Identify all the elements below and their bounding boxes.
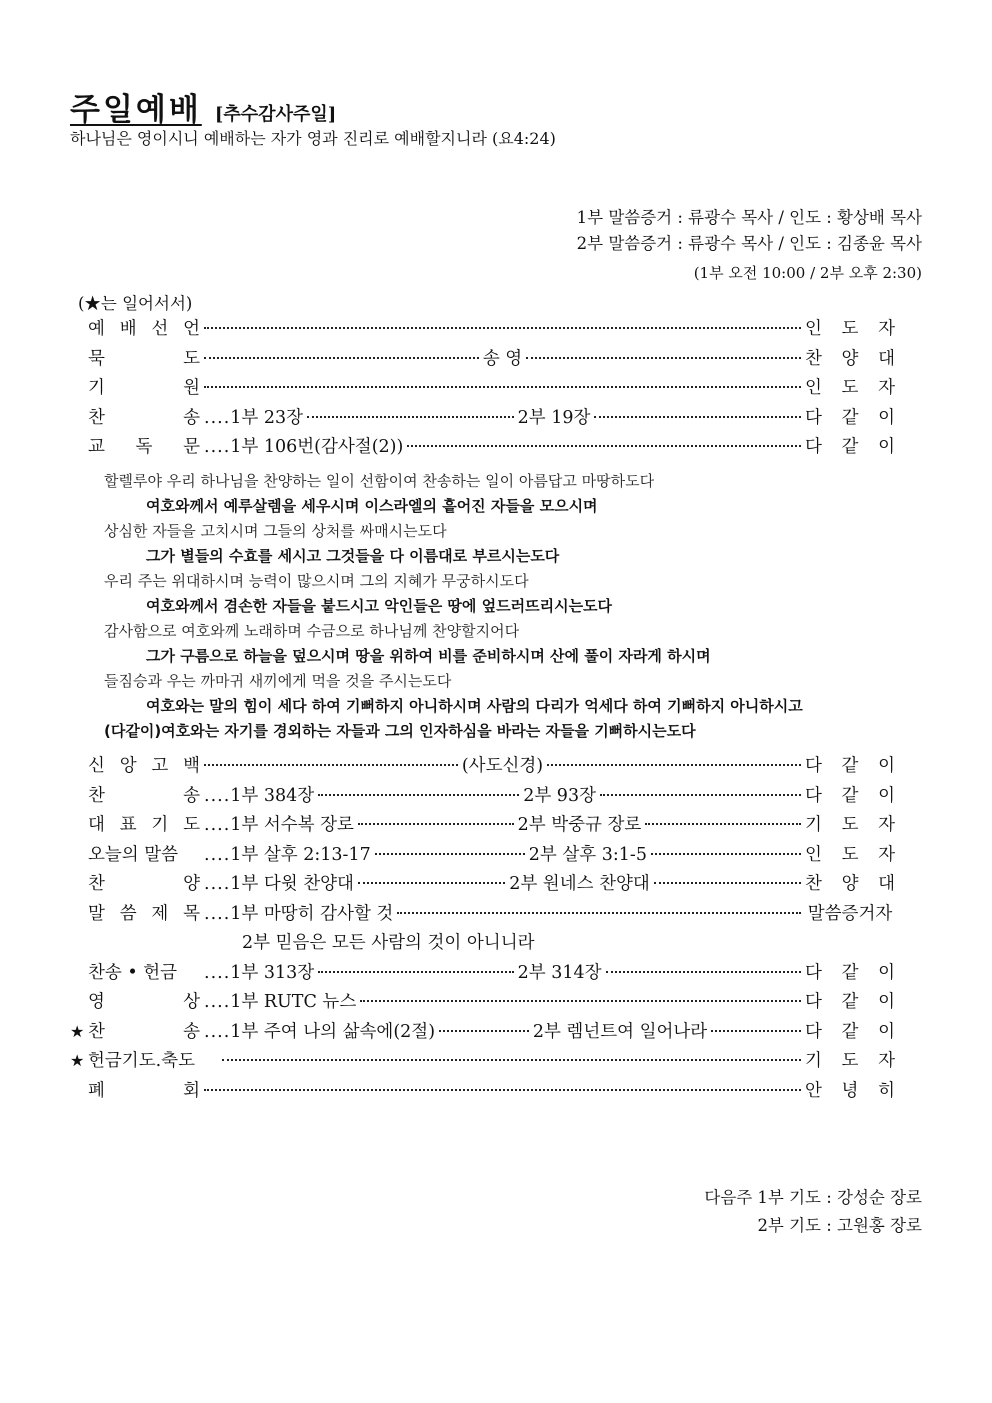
label-char: 기 <box>88 378 105 398</box>
order-item-label <box>88 1047 218 1072</box>
reading-line-leader: 들짐승과 우는 까마귀 새끼에게 먹을 것을 주시는도다 <box>104 672 452 690</box>
part-2-detail: 2부 렘넌트여 일어나라 <box>532 1021 708 1042</box>
responder-char: 도 <box>841 844 859 865</box>
order-item-label <box>88 870 200 895</box>
order-item-label <box>88 345 200 370</box>
leader-dots <box>204 327 801 329</box>
responder-char: 인 <box>805 319 822 339</box>
label-char: 오늘의 말씀 <box>88 844 179 865</box>
label-char: 제 <box>151 903 169 924</box>
standing-note: (★는 일어서서) <box>78 294 193 313</box>
part-1-detail: 1부 384장 <box>230 785 315 806</box>
responder-char: 같 <box>841 962 859 983</box>
standing-star-mark: ★ <box>70 1051 85 1070</box>
order-item <box>70 345 895 375</box>
order-item <box>70 782 895 812</box>
responder-char: 대 <box>878 874 896 894</box>
leader-dots <box>318 794 519 796</box>
responder-char: 다 <box>805 1021 822 1042</box>
order-item-label <box>88 1018 200 1043</box>
leader-dots-short: .... <box>204 407 231 428</box>
responder-char: 인 <box>805 844 822 865</box>
label-char: 양 <box>183 874 200 894</box>
order-item <box>70 988 895 1018</box>
responder-char: 인 <box>805 378 822 398</box>
leader-dots <box>594 416 801 418</box>
leader-dots-short: .... <box>204 1021 231 1042</box>
leader-dots <box>711 1030 801 1032</box>
order-item-label <box>88 1077 200 1102</box>
part-2-detail: 2부 19장 <box>517 407 591 428</box>
label-char: 찬 <box>88 785 105 806</box>
leader-dots <box>397 912 801 914</box>
reading-line-congregation: 여호와는 말의 힘이 세다 하여 기뻐하지 아니하시며 사람의 다리가 억세다 하여 기뻐하지 아니하시고 <box>146 697 803 715</box>
order-item-responder <box>805 404 895 429</box>
label-char: 기 <box>151 815 169 835</box>
leader-dots <box>439 1030 529 1032</box>
order-item-label <box>88 959 200 984</box>
part-1-detail: 1부 106번(감사절(2)) <box>230 437 404 457</box>
part-1-detail: 1부 마땅히 감사할 것 <box>230 903 394 924</box>
part-1-detail: 1부 RUTC 뉴스 <box>230 992 357 1012</box>
label-char: 송 <box>183 407 200 428</box>
label-char: 찬 <box>88 407 105 428</box>
leader-dots-short: .... <box>204 844 231 865</box>
leader-dots <box>318 971 513 973</box>
leader-dots <box>204 357 479 359</box>
label-char: 송 <box>183 785 200 806</box>
leader-dots <box>222 1059 801 1061</box>
label-char: 찬송 • 헌금 <box>88 962 178 983</box>
order-of-worship-part-1 <box>70 315 895 463</box>
responder-char: 같 <box>841 992 859 1012</box>
responder-char: 양 <box>841 874 859 894</box>
part-1-detail: 1부 23장 <box>230 407 304 428</box>
label-char: 교 <box>88 437 105 457</box>
responder-char: 같 <box>841 756 859 776</box>
part-1-detail: 1부 주여 나의 삶속에(2절) <box>230 1021 436 1042</box>
leader-dots <box>600 794 801 796</box>
responder-char: 자 <box>878 1051 895 1071</box>
order-item-responder <box>805 345 895 370</box>
leader-dots <box>360 1000 801 1002</box>
label-char: 목 <box>183 903 200 924</box>
order-item-label <box>88 900 200 925</box>
responder-char: 다 <box>805 962 822 983</box>
reading-line-congregation: 여호와께서 예루살렘을 세우시며 이스라엘의 흩어진 자들을 모으시며 <box>146 497 598 515</box>
responder-char: 다 <box>805 785 822 806</box>
order-item-label <box>88 782 200 807</box>
order-item <box>70 811 895 841</box>
responder-char: 히 <box>878 1080 895 1101</box>
responder-char: 기 <box>805 1051 822 1071</box>
responder-char: 같 <box>841 437 859 457</box>
label-char: 영 <box>88 992 105 1012</box>
reading-line-leader: 상심한 자들을 고치시며 그들의 상처를 싸매시는도다 <box>104 522 447 540</box>
reading-line-congregation: 그가 별들의 수효를 세시고 그것들을 다 이름대로 부르시는도다 <box>146 547 560 565</box>
part-2-detail: 2부 박중규 장로 <box>517 815 642 835</box>
part-2-detail: 2부 원네스 찬양대 <box>509 874 650 894</box>
part-1-detail: 1부 살후 2:13-17 <box>230 844 371 865</box>
label-char: 언 <box>183 319 200 339</box>
responder-char: 녕 <box>841 1080 859 1101</box>
label-char: 앙 <box>119 756 137 776</box>
responder-char: 자 <box>878 378 895 398</box>
label-char: 표 <box>119 815 137 835</box>
reading-line-leader: 우리 주는 위대하시며 능력이 많으시며 그의 지혜가 무궁하시도다 <box>104 572 529 590</box>
part-1-detail: 1부 313장 <box>230 962 315 983</box>
label-char: 원 <box>183 378 200 398</box>
leader-dots <box>204 386 801 388</box>
order-continuation: 2부 믿음은 모든 사람의 것이 아니니라 <box>242 933 535 953</box>
label-char: 찬 <box>88 1021 105 1042</box>
page-subtitle: [추수감사주일] <box>214 104 337 125</box>
order-item-label <box>88 811 200 836</box>
label-char: 신 <box>88 756 105 776</box>
order-item-responder <box>805 374 895 399</box>
order-item-responder <box>805 841 895 866</box>
part-2-detail: 2부 살후 3:1-5 <box>528 844 647 865</box>
responder-char: 도 <box>841 378 859 398</box>
label-char: 예 <box>88 319 105 339</box>
responder-char: 다 <box>805 756 822 776</box>
order-item-label <box>88 315 200 340</box>
label-char: 백 <box>183 756 200 776</box>
order-item-label <box>88 841 200 866</box>
leader-dots <box>547 764 801 766</box>
order-of-worship-part-2 <box>70 752 895 1106</box>
leader-dots-short: .... <box>204 437 231 457</box>
leader-dots <box>606 971 801 973</box>
preacher-line-1: 1부 말씀증거 : 류광수 목사 / 인도 : 황상배 목사 <box>576 208 922 227</box>
label-char: 독 <box>135 437 153 457</box>
order-item-middle: (사도신경) <box>461 756 544 776</box>
label-char: 배 <box>119 319 137 339</box>
leader-dots-short: .... <box>204 785 231 806</box>
responder-char: 이 <box>878 756 895 776</box>
label-char: 회 <box>183 1080 200 1101</box>
order-item-label <box>88 988 200 1013</box>
leader-dots <box>204 1089 801 1091</box>
order-item-label <box>88 433 200 458</box>
order-item <box>70 1077 895 1107</box>
order-item <box>70 404 895 434</box>
next-week-prayer-2: 2부 기도 : 고원홍 장로 <box>757 1216 922 1235</box>
service-times: (1부 오전 10:00 / 2부 오후 2:30) <box>693 264 922 282</box>
reading-line-leader: 감사함으로 여호와께 노래하며 수금으로 하나님께 찬양할지어다 <box>104 622 520 640</box>
label-char: 묵 <box>88 348 105 369</box>
responder-char: 같 <box>841 1021 859 1042</box>
order-item <box>70 374 895 404</box>
responder-char: 이 <box>878 962 896 983</box>
order-item <box>70 870 895 900</box>
order-item <box>70 1047 895 1077</box>
leader-dots <box>358 823 514 825</box>
reading-line-congregation: 여호와께서 겸손한 자들을 붙드시고 악인들은 땅에 엎드러뜨리시는도다 <box>146 597 613 615</box>
order-item-label <box>88 752 200 777</box>
leader-dots-short: .... <box>204 992 231 1012</box>
responder-char: 자 <box>878 844 896 865</box>
order-item-label <box>88 404 200 429</box>
responder-char: 찬 <box>805 348 822 369</box>
leader-dots-short: .... <box>204 962 231 983</box>
order-item <box>70 752 895 782</box>
leader-dots-short: .... <box>204 903 231 924</box>
reading-line-leader: 할렐루야 우리 하나님을 찬양하는 일이 선함이여 찬송하는 일이 아름답고 마땅하도다 <box>104 472 655 490</box>
responder-char: 이 <box>878 785 895 806</box>
page-title-row <box>70 84 336 129</box>
responder-char: 찬 <box>805 874 822 894</box>
preacher-line-2: 2부 말씀증거 : 류광수 목사 / 인도 : 김종윤 목사 <box>576 234 922 253</box>
order-item <box>70 433 895 463</box>
reading-line-congregation: (다같이)여호와는 자기를 경외하는 자들과 그의 인자하심을 바라는 자들을 기뻐하시는도다 <box>104 722 696 740</box>
part-1-detail: 1부 서수복 장로 <box>230 815 354 835</box>
responder-char: 다 <box>805 992 822 1012</box>
label-char: 선 <box>151 319 169 339</box>
responder-char: 다 <box>805 407 822 428</box>
order-item <box>70 959 895 989</box>
order-item-responder <box>805 315 895 340</box>
leader-dots <box>407 445 801 447</box>
responder-char: 이 <box>878 1021 895 1042</box>
reading-line-congregation: 그가 구름으로 하늘을 덮으시며 땅을 위하여 비를 준비하시며 산에 풀이 자라게 하시며 <box>146 647 711 665</box>
theme-verse: 하나님은 영이시니 예배하는 자가 영과 진리로 예배할지니라 (요4:24) <box>70 129 556 148</box>
label-char: 말 <box>88 903 105 924</box>
leader-dots-short: .... <box>204 815 231 835</box>
leader-dots <box>204 764 458 766</box>
responder-char: 같 <box>841 785 859 806</box>
label-char: 송 <box>183 1021 200 1042</box>
responder-char: 도 <box>841 319 859 339</box>
leader-dots <box>651 853 801 855</box>
order-item <box>70 841 895 871</box>
part-2-detail: 2부 93장 <box>523 785 596 806</box>
order-item <box>70 900 895 930</box>
order-item <box>70 315 895 345</box>
responder-char: 이 <box>878 407 896 428</box>
order-item-middle: 송 영 <box>482 348 523 369</box>
part-1-detail: 1부 다윗 찬양대 <box>230 874 354 894</box>
responder-char: 이 <box>878 437 895 457</box>
order-item-responder <box>805 870 895 895</box>
responsive-reading <box>104 470 904 745</box>
label-char: 폐 <box>88 1080 105 1101</box>
order-item-responder <box>805 782 895 807</box>
order-item-responder <box>805 1018 895 1043</box>
leader-dots <box>375 853 525 855</box>
responder-char: 도 <box>841 1051 859 1071</box>
order-item-responder <box>805 752 895 777</box>
responder-char: 양 <box>841 348 859 369</box>
responder-char: 이 <box>878 992 895 1012</box>
responder-char: 다 <box>805 437 822 457</box>
order-item-responder <box>805 959 895 984</box>
label-char: 찬 <box>88 874 105 894</box>
order-item-responder <box>805 811 895 836</box>
responder-char: 같 <box>841 407 859 428</box>
leader-dots <box>358 882 505 884</box>
label-char: 도 <box>183 815 200 835</box>
order-item-responder <box>805 1077 895 1102</box>
leader-dots <box>307 416 514 418</box>
label-char: 도 <box>183 348 200 369</box>
page-title: 주일예배 <box>70 92 202 128</box>
order-item-responder <box>805 988 895 1013</box>
responder-char: 기 <box>805 815 822 835</box>
label-char: 상 <box>183 992 200 1012</box>
part-2-detail: 2부 314장 <box>517 962 602 983</box>
label-char: 대 <box>88 815 105 835</box>
responder-char: 자 <box>878 319 895 339</box>
leader-dots <box>654 882 801 884</box>
order-item-label <box>88 374 200 399</box>
label-char: 문 <box>183 437 200 457</box>
responder-char: 도 <box>841 815 859 835</box>
leader-dots <box>526 357 801 359</box>
responder-char: 대 <box>878 348 895 369</box>
responder-char: 자 <box>878 815 896 835</box>
responder-char: 안 <box>805 1080 822 1101</box>
order-item-responder <box>805 1047 895 1072</box>
leader-dots-short: .... <box>204 874 231 894</box>
leader-dots <box>645 823 801 825</box>
order-item-responder: 말씀증거자 <box>807 903 893 924</box>
standing-star-mark: ★ <box>70 1021 85 1041</box>
next-week-prayer-1: 다음주 1부 기도 : 강성순 장로 <box>704 1188 922 1207</box>
label-char: 씀 <box>119 903 137 924</box>
order-item <box>70 1018 895 1048</box>
label-char: 헌금기도.축도 <box>88 1051 195 1071</box>
order-item-responder <box>805 433 895 458</box>
label-char: 고 <box>151 756 169 776</box>
